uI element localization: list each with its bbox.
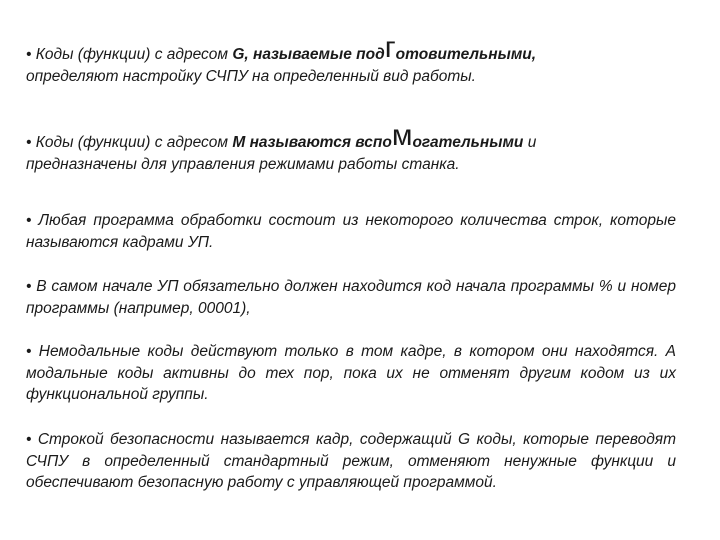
- bullet-text-line2: предназначены для управления режимами работы станка.: [26, 155, 460, 173]
- bullet-m-codes: [26, 119, 676, 175]
- bullet-program-lines: • Любая программа обработки состоит из некоторого количества строк, которые называются кадрами УП.: [26, 212, 676, 251]
- bullet-safety-line: • Строкой безопасности называется кадр, содержащий G коды, которые переводят СЧПУ в определенный стандартный режим, отменяют ненужные функции и обеспечивают безопасную работу с управляющей программой.: [26, 431, 676, 491]
- big-letter-g: г: [384, 31, 396, 64]
- address-m: М: [232, 134, 246, 151]
- term-suffix: огательными: [412, 134, 524, 151]
- bullet-marker: •: [26, 134, 32, 151]
- term-prefix: называемые под: [248, 46, 385, 63]
- bullet-text-line2: определяют настройку СЧПУ на определенный вид работы.: [26, 67, 476, 85]
- term-prefix: называются вспо: [245, 134, 392, 151]
- bullet-text-tail: и: [523, 134, 537, 151]
- bullet-text-start: Коды (функции) с адресом: [31, 46, 233, 63]
- bullet-modal-codes: • Немодальные коды действуют только в том кадре, в котором они находятся. А модальные коды активны до тех пор, пока их не отменят другим кодом из их функциональной группы.: [26, 343, 676, 403]
- bullet-g-codes: [26, 31, 676, 87]
- big-letter-m: м: [391, 119, 413, 152]
- bullet-marker: •: [26, 46, 32, 63]
- bullet-text-start: Коды (функции) с адресом: [31, 134, 233, 151]
- address-g: G,: [232, 46, 249, 63]
- term-suffix: отовительными,: [395, 46, 537, 63]
- bullet-program-start: • В самом начале УП обязательно должен находится код начала программы % и номер программы (например, 00001),: [26, 278, 676, 317]
